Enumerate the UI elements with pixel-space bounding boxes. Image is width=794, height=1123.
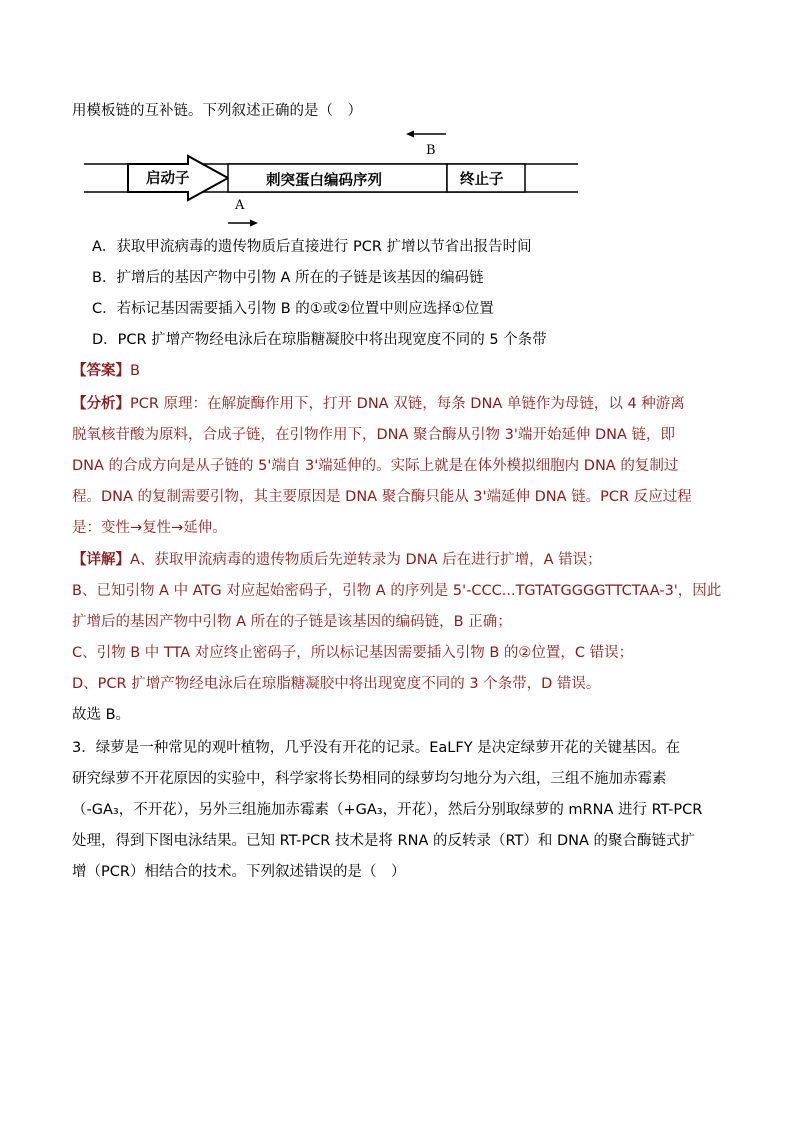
primer-a-label: A [235,198,245,213]
primer-a-arrow [228,220,258,227]
terminator-label: 终止子 [460,172,504,188]
analysis-line-3: DNA 的合成方向是从子链的 5'端自 3'端延伸的。实际上就是在体外模拟细胞内 DNA 的复制过 [72,458,679,474]
q3-line-3: （-GA₃，不开花），另外三组施加赤霉素（+GA₃，开花），然后分别取绿萝的 mRNA 进行 RT-PCR [72,802,703,818]
promoter-label: 启动子 [146,171,190,187]
coding-sequence-label: 刺突蛋白编码序列 [266,173,382,189]
analysis-line-4: 程。DNA 的复制需要引物，其主要原因是 DNA 聚合酶只能从 3'端延伸 DNA 链。PCR 反应过程 [72,489,692,505]
detail-line-2: B、已知引物 A 中 ATG 对应起始密码子，引物 A 的序列是 5'-CCC...TGTATGGGGTTCTAA-3'，因此 [72,583,722,599]
conclusion-line: 故选 B。 [72,707,131,723]
primer-b-label: B [426,143,436,158]
answer-line [72,356,722,387]
option-a: A．获取甲流病毒的遗传物质后直接进行 PCR 扩增以节省出报告时间 [92,239,532,255]
analysis-text-1: PCR 原理：在解旋酶作用下，打开 DNA 双链，每条 DNA 单链作为母链，以 4 种游离 [130,396,685,412]
q3-line-4: 处理，得到下图电泳结果。已知 RT-PCR 技术是将 RNA 的反转录（RT）和 DNA 的聚合酶链式扩 [72,833,696,849]
detail-line-3: 扩增后的基因产物中引物 A 所在的子链是该基因的编码链，B 正确； [72,614,512,630]
q3-line-2: 研究绿萝不开花原因的实验中，科学家将长势相同的绿萝均匀地分为六组，三组不施加赤霉素 [72,771,667,787]
detail-line-1 [72,545,722,576]
option-c: C．若标记基因需要插入引物 B 的①或②位置中则应选择①位置 [92,301,494,317]
option-b: B．扩增后的基因产物中引物 A 所在的子链是该基因的编码链 [92,270,484,286]
analysis-line-1 [72,389,722,420]
analysis-line-2: 脱氧核苷酸为原料，合成子链，在引物作用下，DNA 聚合酶从引物 3'端开始延伸 DNA 链，即 [72,427,676,443]
detail-line-4: C、引物 B 中 TTA 对应终止密码子，所以标记基因需要插入引物 B 的②位置，C 错误； [72,645,634,661]
analysis-line-5: 是：变性→复性→延伸。 [72,520,227,536]
primer-b-arrow [406,131,446,138]
question-stem-tail: 用模板链的互补链。下列叙述正确的是（ ） [72,103,362,119]
analysis-label: 【分析】 [72,396,130,412]
q3-line-5: 增（PCR）相结合的技术。下列叙述错误的是（ ） [72,864,406,880]
detail-label: 【详解】 [72,552,130,568]
answer-value: B [130,363,140,379]
gene-structure-diagram [84,128,584,233]
q3-line-1: 3．绿萝是一种常见的观叶植物，几乎没有开花的记录。EaLFY 是决定绿萝开花的关键基因。在 [72,740,681,756]
answer-label: 【答案】 [72,363,130,379]
option-d: D．PCR 扩增产物经电泳后在琼脂糖凝胶中将出现宽度不同的 5 个条带 [92,332,547,348]
detail-text-1: A、获取甲流病毒的遗传物质后先逆转录为 DNA 后在进行扩增，A 错误； [130,552,602,568]
detail-line-5: D、PCR 扩增产物经电泳后在琼脂糖凝胶中将出现宽度不同的 3 个条带，D 错误。 [72,676,601,692]
